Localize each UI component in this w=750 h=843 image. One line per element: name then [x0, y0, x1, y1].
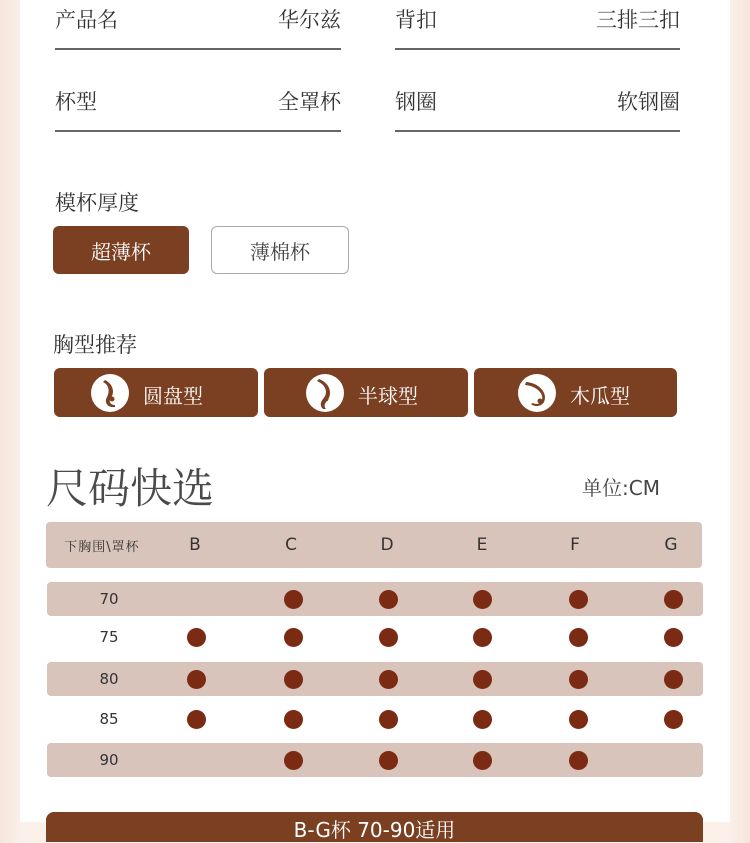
spec-key: 背扣: [395, 8, 437, 32]
spec-key: 杯型: [55, 90, 97, 114]
breast-shape-round[interactable]: [54, 368, 258, 417]
available-dot-icon: [664, 628, 683, 647]
available-dot-icon: [187, 670, 206, 689]
cup-header-e: E: [476, 535, 488, 555]
thickness-option-ultrathin[interactable]: 超薄杯: [53, 226, 189, 274]
available-dot-icon: [379, 590, 398, 609]
size-available-70-c: [263, 582, 323, 616]
cup-header-g: G: [664, 535, 678, 555]
available-dot-icon: [379, 751, 398, 770]
breast-shape-label: 木瓜型: [570, 384, 630, 408]
size-available-75-b: [166, 620, 226, 654]
size-available-75-f: [548, 620, 608, 654]
size-available-75-g: [643, 620, 703, 654]
spec-key: 钢圈: [395, 90, 437, 114]
size-available-90-e: [452, 743, 512, 777]
spec-underwire: [395, 82, 680, 132]
spec-value: 软钢圈: [617, 90, 680, 114]
size-guide-title: 尺码快选: [46, 464, 215, 513]
papaya-breast-icon: [518, 374, 556, 412]
bottom-banner: B-G杯 70-90适用: [46, 812, 703, 842]
spec-value: 全罩杯: [278, 90, 341, 114]
available-dot-icon: [379, 628, 398, 647]
available-dot-icon: [473, 710, 492, 729]
size-available-85-c: [263, 702, 323, 736]
available-dot-icon: [284, 628, 303, 647]
size-guide-unit: 单位:CM: [582, 476, 660, 500]
available-dot-icon: [473, 590, 492, 609]
cup-header-f: F: [570, 535, 580, 555]
round-breast-icon: [91, 374, 129, 412]
size-row-85: [47, 702, 703, 736]
size-table-header: [46, 522, 702, 568]
breast-shape-label: 圆盘型: [143, 384, 203, 408]
available-dot-icon: [379, 710, 398, 729]
thickness-title: 模杯厚度: [55, 191, 139, 215]
available-dot-icon: [187, 628, 206, 647]
size-available-90-f: [548, 743, 608, 777]
breast-shape-label: 半球型: [358, 384, 418, 408]
available-dot-icon: [284, 751, 303, 770]
size-available-90-c: [263, 743, 323, 777]
band-label: 75: [99, 628, 119, 646]
available-dot-icon: [664, 710, 683, 729]
available-dot-icon: [569, 590, 588, 609]
available-dot-icon: [473, 751, 492, 770]
cup-header-d: D: [380, 535, 394, 555]
size-available-75-c: [263, 620, 323, 654]
breast-shape-title: 胸型推荐: [53, 333, 137, 357]
spec-cup-type: [55, 82, 341, 132]
available-dot-icon: [473, 628, 492, 647]
thickness-option-thin-cotton[interactable]: 薄棉杯: [211, 226, 349, 274]
size-available-75-d: [358, 620, 418, 654]
size-row-75: [47, 620, 703, 654]
available-dot-icon: [379, 670, 398, 689]
size-available-70-d: [358, 582, 418, 616]
size-available-70-f: [548, 582, 608, 616]
size-available-75-e: [452, 620, 512, 654]
available-dot-icon: [284, 710, 303, 729]
cup-header-c: C: [285, 535, 297, 555]
available-dot-icon: [569, 710, 588, 729]
spec-back-clasp: [395, 0, 680, 50]
spec-value: 华尔兹: [278, 8, 341, 32]
available-dot-icon: [187, 710, 206, 729]
size-available-70-g: [643, 582, 703, 616]
spec-key: 产品名: [55, 8, 118, 32]
size-available-85-f: [548, 702, 608, 736]
hemisphere-breast-icon: [306, 374, 344, 412]
spec-value: 三排三扣: [596, 8, 680, 32]
size-available-85-g: [643, 702, 703, 736]
size-row-90: [47, 743, 703, 777]
size-available-85-d: [358, 702, 418, 736]
spec-product-name: [55, 0, 341, 50]
available-dot-icon: [664, 670, 683, 689]
available-dot-icon: [569, 670, 588, 689]
size-available-80-e: [452, 662, 512, 696]
band-label: 90: [99, 751, 119, 769]
available-dot-icon: [664, 590, 683, 609]
available-dot-icon: [284, 670, 303, 689]
size-row-80: [47, 662, 703, 696]
available-dot-icon: [473, 670, 492, 689]
band-label: 70: [99, 590, 119, 608]
size-table-corner-header: 下胸围\罩杯: [64, 539, 140, 555]
cup-header-b: B: [189, 535, 201, 555]
size-available-80-b: [166, 662, 226, 696]
band-label: 85: [99, 710, 119, 728]
size-available-80-d: [358, 662, 418, 696]
available-dot-icon: [569, 628, 588, 647]
breast-shape-hemisphere[interactable]: [264, 368, 468, 417]
size-available-80-f: [548, 662, 608, 696]
band-label: 80: [99, 670, 119, 688]
breast-shape-papaya[interactable]: [474, 368, 677, 417]
size-available-85-e: [452, 702, 512, 736]
size-available-80-c: [263, 662, 323, 696]
available-dot-icon: [284, 590, 303, 609]
size-available-85-b: [166, 702, 226, 736]
available-dot-icon: [569, 751, 588, 770]
size-available-90-d: [358, 743, 418, 777]
size-row-70: [47, 582, 703, 616]
size-available-70-e: [452, 582, 512, 616]
size-available-80-g: [643, 662, 703, 696]
